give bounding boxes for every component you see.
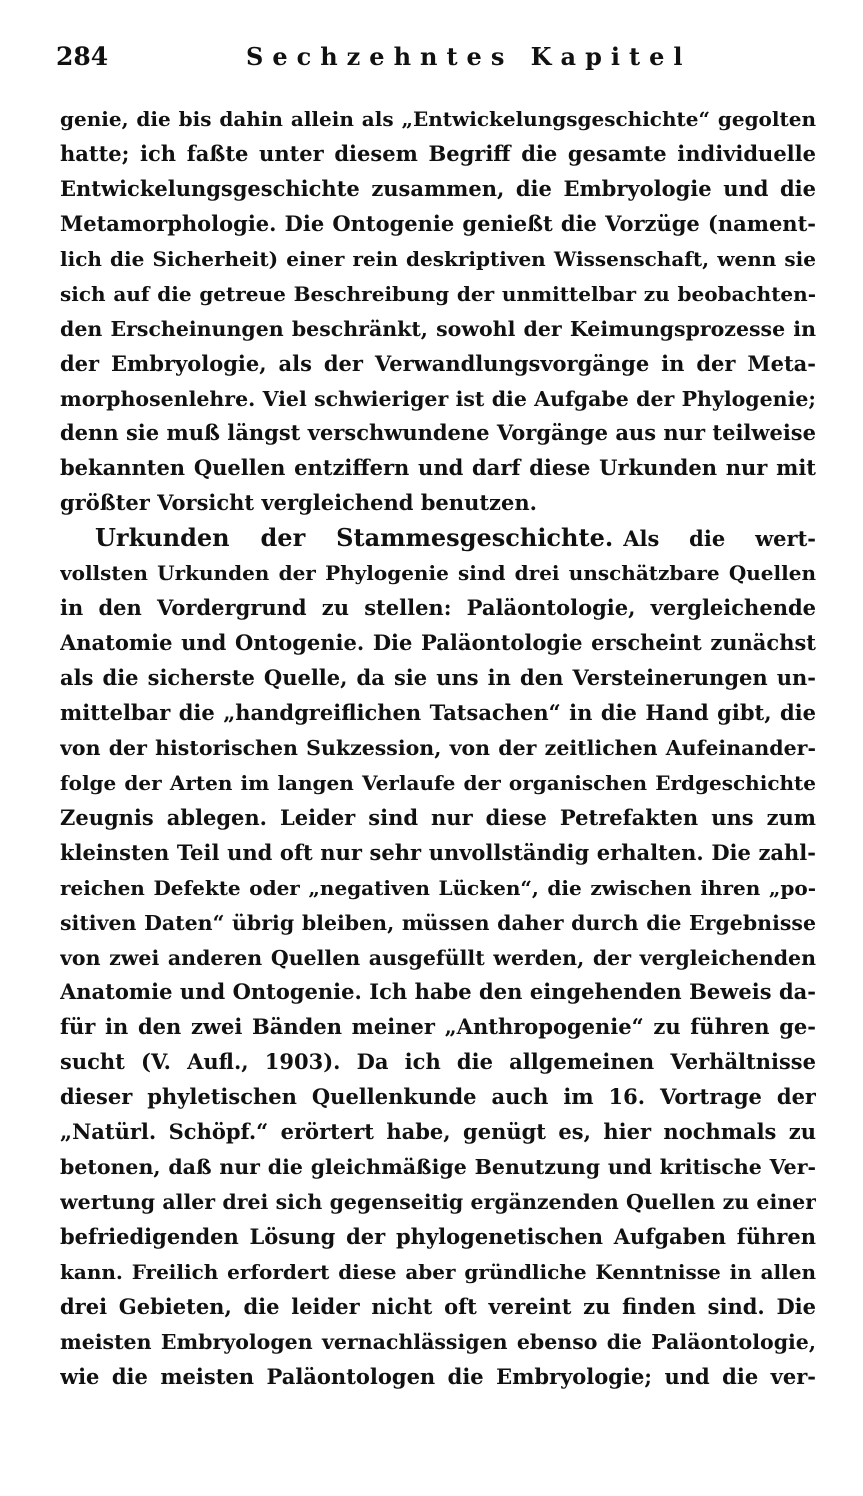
text-line: kleinsten Teil und oft nur sehr unvollständig erhalten. Die zahl- <box>60 839 816 865</box>
text-line: vollsten Urkunden der Phylogenie sind drei unschätzbare Quellen <box>60 561 816 586</box>
text-line: morphosenlehre. Viel schwieriger ist die Aufgabe der Phylogenie; <box>60 386 816 411</box>
text-line-rest: Als die wert- <box>623 526 816 552</box>
text-line: von zwei anderen Quellen ausgefüllt werden, der vergleichenden <box>60 945 816 970</box>
text-line: Anatomie und Ontogenie. Die Paläontologie erscheint zunächst <box>60 630 816 656</box>
text-line: lich die Sicherheit) einer rein deskriptiven Wissenschaft, wenn sie <box>60 246 816 271</box>
text-line: betonen, daß nur die gleichmäßige Benutzung und kritische Ver- <box>60 1155 816 1180</box>
paragraph-urkunden <box>60 521 816 1394</box>
text-line: reichen Defekte oder „negativen Lücken“, die zwischen ihren „po- <box>60 875 816 900</box>
section-heading: Urkunden der Stammesgeschichte. <box>95 523 614 553</box>
text-line: meisten Embryologen vernachlässigen ebenso die Paläontologie, <box>60 1329 816 1354</box>
text-line: dieser phyletischen Quellenkunde auch im 16. Vortrage der <box>60 1084 816 1110</box>
text-line: hatte; ich faßte unter diesem Begriff die gesamte individuelle <box>60 140 816 166</box>
paragraph-ontogenie <box>60 102 816 521</box>
text-line: kann. Freilich erfordert diese aber gründliche Kenntnisse in allen <box>60 1259 816 1284</box>
text-line: mittelbar die „handgreiflichen Tatsachen“ in die Hand gibt, die <box>60 699 816 725</box>
text-line: der Embryologie, als der Verwandlungsvorgänge in der Meta- <box>60 350 816 376</box>
text-line: sitiven Daten“ übrig bleiben, müssen daher durch die Ergebnisse <box>60 910 816 935</box>
page-header <box>56 38 816 78</box>
text-line: genie, die bis dahin allein als „Entwickelungsgeschichte“ gegolten <box>60 107 816 131</box>
running-head: Sechzehntes Kapitel <box>246 42 692 71</box>
text-line: für in den zwei Bänden meiner „Anthropogenie“ zu führen ge- <box>60 1014 816 1040</box>
text-line: sucht (V. Aufl., 1903). Da ich die allgemeinen Verhältnisse <box>60 1049 816 1075</box>
text-line: wertung aller drei sich gegenseitig ergänzenden Quellen zu einer <box>60 1190 816 1215</box>
text-line: in den Vordergrund zu stellen: Paläontologie, vergleichende <box>60 595 816 621</box>
text-line: Metamorphologie. Die Ontogenie genießt die Vorzüge (nament- <box>60 210 816 236</box>
text-line: wie die meisten Paläontologen die Embryologie; und die ver- <box>60 1363 816 1389</box>
text-line: den Erscheinungen beschränkt, sowohl der Keimungsprozesse in <box>60 316 816 341</box>
text-line: sich auf die getreue Beschreibung der unmittelbar zu beobachten- <box>60 281 816 306</box>
text-line: denn sie muß längst verschwundene Vorgänge aus nur teilweise <box>60 420 816 446</box>
text-line: drei Gebieten, die leider nicht oft vereint zu finden sind. Die <box>60 1293 816 1319</box>
text-line: von der historischen Sukzession, von der zeitlichen Aufeinander- <box>60 735 816 760</box>
text-line: Anatomie und Ontogenie. Ich habe den eingehenden Beweis da- <box>60 979 816 1005</box>
text-line: bekannten Quellen entziffern und darf diese Urkunden nur mit <box>60 455 816 481</box>
text-line: als die sicherste Quelle, da sie uns in den Versteinerungen un- <box>60 665 816 690</box>
text-line: befriedigenden Lösung der phylogenetischen Aufgaben führen <box>60 1224 816 1249</box>
text-line: „Natürl. Schöpf.“ erörtert habe, genügt es, hier nochmals zu <box>60 1119 816 1145</box>
text-line: Entwickelungsgeschichte zusammen, die Embryologie und die <box>60 175 816 201</box>
paragraph-first-line <box>60 521 816 556</box>
text-line: Zeugnis ablegen. Leider sind nur diese Petrefakten uns zum <box>60 804 816 830</box>
body-text <box>60 102 816 1395</box>
page-number: 284 <box>56 42 109 71</box>
text-line: größter Vorsicht vergleichend benutzen. <box>60 490 537 516</box>
text-line: folge der Arten im langen Verlaufe der organischen Erdgeschichte <box>60 770 816 795</box>
